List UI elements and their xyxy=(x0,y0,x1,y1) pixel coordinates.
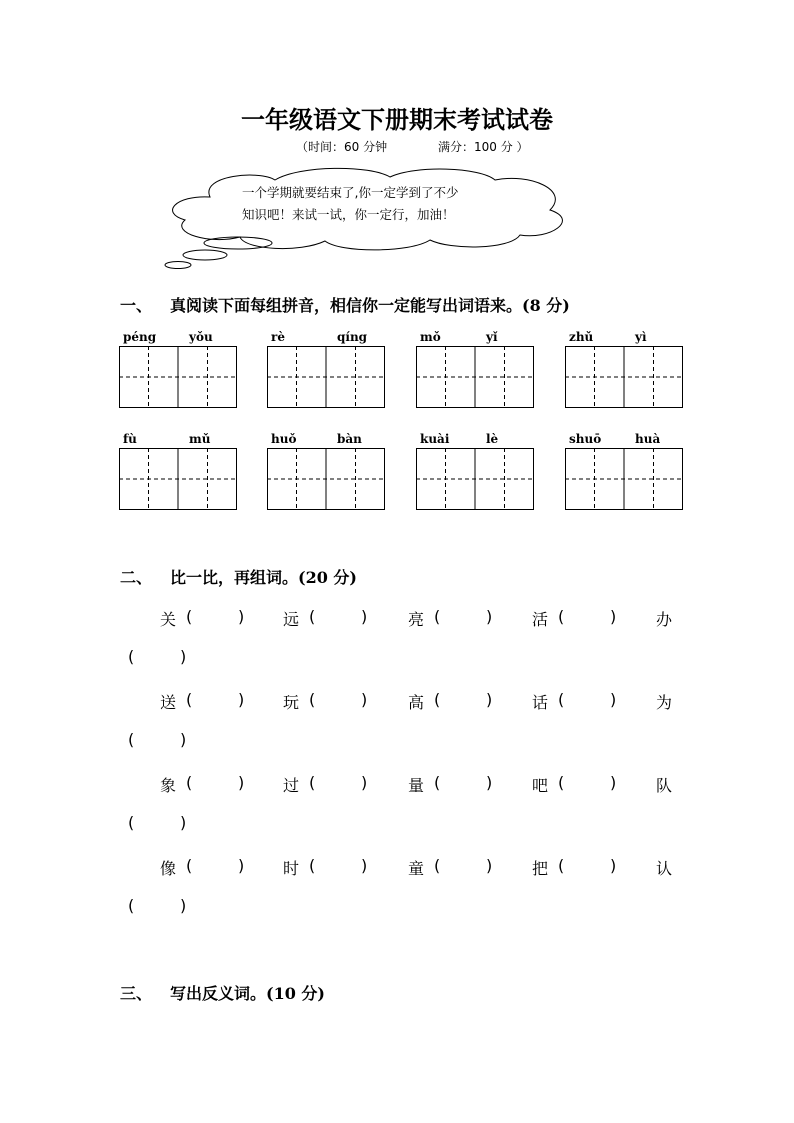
compare-char: 过 xyxy=(283,776,300,795)
cloud-line-2: 知识吧！来试一试，你一定行，加油！ xyxy=(242,207,455,222)
writing-grid[interactable] xyxy=(565,448,683,510)
thought-cloud xyxy=(150,165,580,275)
compare-char: 像 xyxy=(160,859,177,878)
compare-row xyxy=(128,690,688,773)
compare-char: 远 xyxy=(283,610,300,629)
answer-blank[interactable]: ( ) xyxy=(434,690,493,709)
compare-char: 把 xyxy=(532,859,549,878)
compare-char: 吧 xyxy=(532,776,549,795)
section-3-heading xyxy=(120,981,325,1004)
answer-blank[interactable]: ( ) xyxy=(434,856,493,875)
answer-blank[interactable]: ( ) xyxy=(434,773,493,792)
compare-char: 办 xyxy=(656,610,673,629)
pinyin-label: huǒ xyxy=(271,432,297,446)
compare-char: 活 xyxy=(532,610,549,629)
writing-grid[interactable] xyxy=(416,346,534,408)
answer-blank[interactable]: ( ) xyxy=(309,607,368,626)
compare-char: 量 xyxy=(408,776,425,795)
answer-blank[interactable]: ( ) xyxy=(128,813,187,832)
section-2-title: 比一比，再组词。(20 分) xyxy=(170,568,357,587)
section-1-heading xyxy=(120,293,570,316)
writing-grid[interactable] xyxy=(565,346,683,408)
compare-char: 童 xyxy=(408,859,425,878)
pinyin-label: mǒ xyxy=(420,330,441,344)
answer-blank[interactable]: ( ) xyxy=(558,607,617,626)
writing-grid[interactable] xyxy=(267,448,385,510)
answer-blank[interactable]: ( ) xyxy=(186,856,245,875)
compare-area xyxy=(128,607,688,939)
pinyin-label: bàn xyxy=(337,432,362,446)
pinyin-label: péng xyxy=(123,330,157,344)
answer-blank[interactable]: ( ) xyxy=(309,690,368,709)
section-1-title: 真阅读下面每组拼音，相信你一定能写出词语来。(8 分) xyxy=(170,296,570,315)
pinyin-label: shuō xyxy=(569,432,602,446)
pinyin-label: huà xyxy=(635,432,661,446)
cloud-text xyxy=(242,182,512,226)
answer-blank[interactable]: ( ) xyxy=(309,773,368,792)
answer-blank[interactable]: ( ) xyxy=(558,773,617,792)
section-2-number: 二、 xyxy=(120,568,153,587)
compare-row xyxy=(128,856,688,939)
cloud-line-1: 一个学期就要结束了,你一定学到了不少 xyxy=(242,185,459,200)
answer-blank[interactable]: ( ) xyxy=(434,607,493,626)
answer-blank[interactable]: ( ) xyxy=(558,690,617,709)
compare-char: 玩 xyxy=(283,693,300,712)
compare-row xyxy=(128,607,688,690)
writing-grid[interactable] xyxy=(267,346,385,408)
section-3-number: 三、 xyxy=(120,984,153,1003)
compare-char: 为 xyxy=(656,693,673,712)
pinyin-label: lè xyxy=(486,432,499,446)
compare-row xyxy=(128,773,688,856)
compare-char: 关 xyxy=(160,610,177,629)
section-3-title: 写出反义词。(10 分) xyxy=(170,984,325,1003)
section-2-heading xyxy=(120,565,357,588)
compare-char: 认 xyxy=(656,859,673,878)
pinyin-label: yǐ xyxy=(486,330,498,344)
compare-char: 象 xyxy=(160,776,177,795)
section-1-number: 一、 xyxy=(120,296,153,315)
pinyin-label: qíng xyxy=(337,330,368,344)
pinyin-label: mǔ xyxy=(189,432,211,446)
answer-blank[interactable]: ( ) xyxy=(128,730,187,749)
compare-char: 亮 xyxy=(408,610,425,629)
compare-char: 队 xyxy=(656,776,673,795)
pinyin-label: kuài xyxy=(420,432,450,446)
writing-grid[interactable] xyxy=(119,448,237,510)
answer-blank[interactable]: ( ) xyxy=(309,856,368,875)
compare-char: 高 xyxy=(408,693,425,712)
compare-char: 话 xyxy=(532,693,549,712)
pinyin-label: yǒu xyxy=(189,330,213,344)
pinyin-label: fù xyxy=(123,432,137,446)
exam-score: 满分：100 分 ） xyxy=(438,140,529,154)
pinyin-label: rè xyxy=(271,330,285,344)
writing-grid[interactable] xyxy=(119,346,237,408)
exam-time: （时间：60 分钟 xyxy=(296,140,388,154)
pinyin-label: yì xyxy=(635,330,647,344)
answer-blank[interactable]: ( ) xyxy=(186,773,245,792)
pinyin-label: zhǔ xyxy=(569,330,594,344)
answer-blank[interactable]: ( ) xyxy=(186,690,245,709)
page-title: 一年级语文下册期末考试试卷 xyxy=(241,105,553,134)
answer-blank[interactable]: ( ) xyxy=(128,896,187,915)
writing-grid[interactable] xyxy=(416,448,534,510)
answer-blank[interactable]: ( ) xyxy=(128,647,187,666)
compare-char: 时 xyxy=(283,859,300,878)
compare-char: 送 xyxy=(160,693,177,712)
answer-blank[interactable]: ( ) xyxy=(186,607,245,626)
answer-blank[interactable]: ( ) xyxy=(558,856,617,875)
